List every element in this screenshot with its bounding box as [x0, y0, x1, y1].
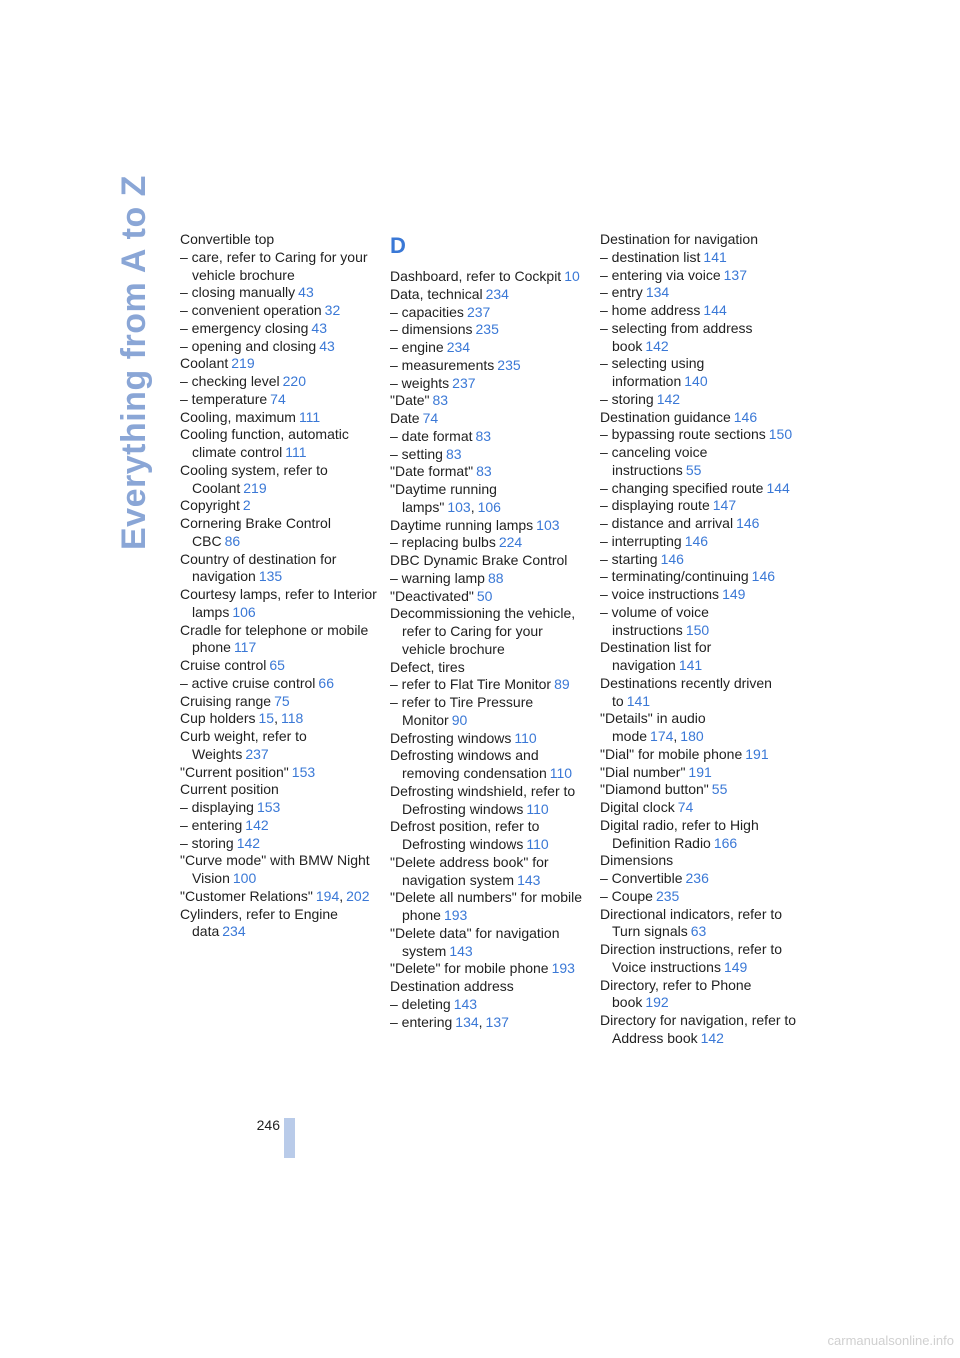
page-reference-link[interactable]: 83: [432, 392, 449, 409]
index-entry-text: Cooling function, automatic climate control: [180, 426, 349, 460]
index-entry-text: "Dial number": [600, 763, 686, 780]
index-entry: [180, 231, 380, 249]
index-entry: [180, 657, 380, 675]
index-entry: [390, 446, 590, 464]
page-reference-link[interactable]: 143: [517, 871, 541, 888]
page-reference-link[interactable]: 137: [723, 266, 747, 283]
page-reference-link[interactable]: 140: [684, 373, 708, 389]
index-entry-text: – interrupting: [600, 532, 682, 549]
index-entry-text: Defect, tires: [390, 658, 465, 675]
side-section-title: [112, 175, 156, 550]
page-reference-link[interactable]: 141: [678, 657, 703, 673]
page-reference-link[interactable]: 237: [245, 745, 269, 762]
index-entry: [180, 320, 380, 338]
index-entry-text: "Dial" for mobile phone: [600, 745, 743, 762]
index-entry: [390, 960, 590, 978]
index-entry: [390, 818, 590, 854]
index-entry: [390, 375, 590, 393]
index-entry: [180, 799, 380, 817]
index-entry-text: Date: [390, 410, 420, 426]
index-entry-text: – deleting: [390, 995, 451, 1012]
page-reference-link[interactable]: 141: [703, 248, 727, 265]
index-entry-text: – destination list: [600, 248, 701, 265]
page-reference-link[interactable]: 219: [231, 355, 255, 372]
index-entry: [600, 852, 800, 870]
page-reference-link[interactable]: 88: [487, 569, 504, 586]
index-entry-text: Directory, refer to Phone book: [600, 976, 752, 1011]
page-reference-link[interactable]: 180: [680, 728, 704, 744]
index-entry: [600, 604, 800, 640]
index-entry: [180, 586, 380, 622]
index-entry-text: – Coupe: [600, 887, 653, 904]
page-reference-link[interactable]: 74: [677, 799, 694, 815]
index-entry: [600, 284, 800, 302]
index-entry: [390, 570, 590, 588]
index-entry: [390, 996, 590, 1014]
index-entry-text: "Delete data" for navigation system: [390, 924, 560, 959]
index-entry: [390, 783, 590, 819]
index-entry-text: – measurements: [390, 356, 495, 373]
index-entry: [600, 249, 800, 267]
index-entry: [180, 426, 380, 462]
page-reference-link[interactable]: 234: [485, 285, 509, 302]
index-entry: [600, 746, 800, 764]
page-reference-link[interactable]: 149: [722, 586, 746, 602]
index-entry-text: – bypassing route sections: [600, 426, 766, 443]
index-entry: [600, 426, 800, 444]
index-entry-text: Curb weight, refer to Weights: [180, 728, 307, 762]
index-entry: [390, 321, 590, 339]
index-entry-text: Daytime running lamps: [390, 516, 534, 533]
index-entry: [180, 835, 380, 853]
page-reference-link[interactable]: 146: [733, 408, 758, 425]
page-reference-link[interactable]: 137: [485, 1013, 509, 1030]
index-entry: [600, 906, 800, 942]
index-entry-text: Cruising range: [180, 692, 272, 709]
index-entry: [180, 338, 380, 356]
page-reference-link[interactable]: 174: [650, 728, 674, 744]
page-reference-link[interactable]: 118: [280, 710, 304, 727]
page-reference-link[interactable]: 111: [285, 444, 307, 460]
page-reference-link[interactable]: 83: [476, 463, 492, 480]
index-entry-text: Dashboard, refer to Cockpit: [390, 268, 562, 284]
index-entry-text: Copyright: [180, 497, 240, 514]
page-reference-link[interactable]: 106: [477, 498, 501, 515]
section-letter: D: [390, 233, 406, 258]
index-entry-text: – date format: [390, 427, 473, 444]
index-entry-text: – setting: [390, 445, 443, 462]
index-entry: [600, 799, 800, 817]
index-entry: [390, 463, 590, 481]
index-entry: [600, 267, 800, 285]
index-entry-text: Cradle for telephone or mobile phone: [180, 621, 369, 656]
index-entry: [600, 870, 800, 888]
index-entry-text: – storing: [600, 390, 654, 407]
index-entry-text: – starting: [600, 550, 658, 567]
page-reference-link[interactable]: 191: [688, 763, 712, 780]
index-entry: [390, 694, 590, 730]
index-entry-text: – refer to Flat Tire Monitor: [390, 676, 552, 693]
index-entry-text: "Date format": [390, 463, 474, 480]
index-entry: [390, 534, 590, 552]
page-reference-link[interactable]: 86: [224, 532, 241, 549]
index-entry: [180, 497, 380, 515]
index-entry: [600, 533, 800, 551]
page-reference-link[interactable]: 43: [298, 284, 314, 301]
index-entry-text: Convertible top: [180, 231, 275, 247]
index-entry-text: Courtesy lamps, refer to Interior lamps: [180, 586, 377, 620]
index-entry: [600, 320, 800, 356]
index-entry: [390, 410, 590, 428]
index-column-2: [390, 231, 590, 1031]
index-entry-text: "Delete" for mobile phone: [390, 960, 549, 977]
index-entry-text: – care, refer to Caring for your vehicle brochure: [180, 248, 368, 283]
index-entry: [180, 515, 380, 551]
page-reference-link[interactable]: 236: [685, 870, 709, 886]
page-reference-link[interactable]: 111: [298, 408, 321, 425]
index-entry: [600, 781, 800, 799]
index-entry: Cup holders 15, 118: [180, 710, 304, 727]
index-entry: [180, 906, 380, 942]
index-entry: [390, 517, 590, 535]
page-reference-link[interactable]: 193: [443, 907, 468, 923]
index-entry: [390, 552, 590, 570]
index-entry-text: "Current position": [180, 763, 289, 780]
page-reference-link[interactable]: 153: [291, 763, 316, 780]
index-entry: [390, 659, 590, 677]
index-entry: [180, 373, 380, 391]
index-entry: [600, 586, 800, 604]
index-entry-text: "Delete address book" for navigation system: [390, 853, 549, 888]
index-entry: [390, 304, 590, 322]
index-entry: [600, 515, 800, 533]
page-reference-link[interactable]: 110: [549, 765, 573, 781]
index-entry-text: – Convertible: [600, 870, 683, 886]
index-entry-text: Cornering Brake Control CBC: [180, 515, 331, 549]
index-entry-text: Cooling system, refer to Coolant: [180, 461, 328, 496]
index-entry: [600, 639, 800, 675]
index-entry: [180, 781, 380, 799]
index-entry: [180, 817, 380, 835]
index-entry: [180, 249, 380, 285]
page-reference-link[interactable]: 2: [242, 497, 251, 514]
index-entry-text: DBC Dynamic Brake Control: [390, 552, 568, 568]
index-entry: [180, 675, 380, 693]
page-reference-link[interactable]: 146: [736, 515, 760, 531]
index-entry-text: – emergency closing: [180, 319, 309, 336]
index-column-3: [600, 231, 800, 1048]
index-entry: "Details" in audio mode 174, 180: [600, 710, 706, 744]
index-entry-text: "Date": [390, 392, 430, 409]
page-reference-link[interactable]: 55: [711, 781, 728, 798]
index-entry-text: – entering via voice: [600, 266, 721, 283]
page-reference-link[interactable]: 66: [318, 674, 334, 691]
index-entry: [180, 302, 380, 320]
index-entry: [390, 925, 590, 961]
index-entry: [600, 675, 800, 711]
page-reference-link[interactable]: 74: [270, 390, 286, 407]
page-reference-link[interactable]: 144: [703, 302, 727, 318]
page-reference-link[interactable]: 141: [626, 692, 651, 709]
page-reference-link[interactable]: 65: [269, 657, 285, 673]
index-entry-text: Destinations recently driven to: [600, 674, 772, 709]
page-number-bar: [284, 1118, 295, 1158]
index-entry-text: – dimensions: [390, 321, 473, 338]
index-entry-text: – checking level: [180, 373, 280, 389]
index-entry-text: Destination list for navigation: [600, 639, 712, 673]
index-entry-text: Destination for navigation: [600, 231, 758, 247]
index-entry-text: Country of destination for navigation: [180, 550, 337, 585]
index-entry-text: – changing specified route: [600, 479, 764, 496]
index-entry-text: – displaying route: [600, 497, 710, 514]
index-entry-text: Defrost position, refer to Defrosting windows: [390, 818, 540, 852]
page-reference-link[interactable]: 166: [713, 834, 738, 851]
index-entry: [600, 568, 800, 586]
page-reference-link[interactable]: 234: [446, 339, 471, 355]
index-entry: [600, 977, 800, 1013]
index-entry: [390, 978, 590, 996]
page-reference-link[interactable]: 194: [315, 887, 340, 904]
page-number: 246: [256, 1117, 280, 1133]
index-entry-text: Dimensions: [600, 852, 674, 869]
page-reference-link[interactable]: 143: [453, 995, 478, 1012]
index-entry-text: – active cruise control: [180, 674, 316, 691]
index-column-1: [180, 231, 380, 941]
page-reference-link[interactable]: 117: [233, 639, 257, 656]
page-reference-link[interactable]: 142: [700, 1029, 724, 1046]
index-entry-text: – engine: [390, 339, 444, 355]
index-entry-text: Cooling, maximum: [180, 408, 296, 425]
page-reference-link[interactable]: 50: [476, 587, 493, 604]
page-reference-link[interactable]: 75: [274, 692, 290, 709]
index-entry-text: – entry: [600, 284, 643, 301]
index-entry-text: Digital radio, refer to High Definition Radio: [600, 816, 759, 851]
page-reference-link[interactable]: 90: [451, 711, 468, 728]
index-entry: [180, 622, 380, 658]
page-reference-link[interactable]: 83: [445, 445, 462, 462]
page-reference-link[interactable]: 219: [243, 479, 267, 496]
page-reference-link[interactable]: 142: [645, 337, 669, 354]
page-reference-link[interactable]: 110: [514, 729, 537, 746]
index-entry-text: Current position: [180, 781, 279, 798]
index-entry-text: – entering: [180, 816, 243, 833]
index-entry-text: Defrosting windshield, refer to Defrosting windows: [390, 782, 576, 817]
index-entry-text: "Daytime running lamps": [390, 481, 497, 515]
index-entry: [180, 852, 380, 888]
page-reference-link[interactable]: 234: [222, 923, 246, 940]
index-entry: [600, 391, 800, 409]
index-entry-text: – storing: [180, 834, 234, 851]
index-entry: [600, 888, 800, 906]
index-entry-text: Cruise control: [180, 657, 267, 673]
page-reference-link[interactable]: 142: [656, 390, 681, 407]
index-entry-text: – weights: [390, 374, 450, 391]
page-reference-link[interactable]: 43: [319, 337, 335, 354]
index-entry: [180, 728, 380, 764]
page-reference-link[interactable]: 134: [455, 1013, 479, 1030]
index-entry-text: – terminating/continuing: [600, 568, 749, 585]
index-entry-text: – selecting using information: [600, 355, 705, 389]
index-entry: [600, 551, 800, 569]
index-entry-text: "Details" in audio mode: [600, 710, 706, 744]
index-entry-text: Cylinders, refer to Engine data: [180, 905, 338, 940]
index-entry-text: – opening and closing: [180, 337, 317, 354]
index-entry: [600, 941, 800, 977]
index-entry: – entering 134, 137: [390, 1013, 509, 1030]
index-entry: [390, 588, 590, 606]
page-reference-link[interactable]: 224: [498, 534, 523, 551]
page-reference-link[interactable]: 150: [768, 426, 793, 443]
index-entry: [390, 605, 590, 658]
index-entry: [180, 391, 380, 409]
index-entry: [390, 676, 590, 694]
page-reference-link[interactable]: 235: [655, 887, 680, 904]
index-entry-text: – replacing bulbs: [390, 534, 496, 551]
index-entry: [390, 730, 590, 748]
index-entry-text: Coolant: [180, 355, 229, 372]
page-reference-link[interactable]: 106: [232, 603, 256, 620]
page-reference-link[interactable]: 193: [551, 960, 575, 977]
page-reference-link[interactable]: 83: [475, 427, 492, 444]
index-entry: [600, 1012, 800, 1048]
index-entry-text: "Curve mode" with BMW Night Vision: [180, 852, 370, 886]
index-entry: [390, 286, 590, 304]
index-entry: [180, 693, 380, 711]
page-reference-link[interactable]: 89: [554, 676, 570, 693]
index-entry-text: Digital clock: [600, 799, 675, 815]
page-reference-link[interactable]: 147: [712, 497, 737, 514]
page-reference-link[interactable]: 135: [258, 568, 283, 585]
index-entry: [390, 339, 590, 357]
page-reference-link[interactable]: 134: [645, 284, 670, 301]
index-entry-text: Destination address: [390, 978, 514, 994]
page-reference-link[interactable]: 146: [684, 532, 709, 549]
index-entry-text: – warning lamp: [390, 569, 485, 586]
index-entry: [180, 409, 380, 427]
page-reference-link[interactable]: 55: [685, 461, 702, 478]
page-reference-link[interactable]: 142: [245, 816, 269, 833]
page-reference-link[interactable]: 74: [422, 410, 439, 426]
index-entry-text: – displaying: [180, 799, 254, 815]
page-reference-link[interactable]: 235: [497, 356, 521, 373]
page-reference-link[interactable]: 110: [526, 836, 549, 852]
page-reference-link[interactable]: 146: [751, 568, 776, 585]
index-entry-text: Defrosting windows and removing condensation: [390, 747, 547, 781]
index-entry: [390, 357, 590, 375]
index-entry: [390, 392, 590, 410]
page-reference-link[interactable]: 235: [475, 321, 499, 338]
page-reference-link[interactable]: 100: [232, 870, 257, 886]
watermark: carmanualsonline.info: [827, 1333, 954, 1348]
index-entry: [600, 231, 800, 249]
index-entry-text: – temperature: [180, 390, 268, 407]
index-entry: [600, 764, 800, 782]
page-reference-link[interactable]: 103: [447, 498, 471, 515]
index-entry: [180, 551, 380, 587]
index-entry-text: Directory for navigation, refer to Address book: [600, 1012, 797, 1046]
page-reference-link[interactable]: 142: [236, 834, 261, 851]
index-entry-text: Cup holders: [180, 710, 256, 727]
index-entry-text: "Deactivated": [390, 587, 474, 604]
index-entry: [180, 284, 380, 302]
index-entry-text: – refer to Tire Pressure Monitor: [390, 694, 534, 728]
page-reference-link[interactable]: 146: [660, 550, 684, 567]
index-entry-text: – canceling voice instructions: [600, 444, 708, 478]
index-entry: [390, 747, 590, 783]
index-entry-text: – convenient operation: [180, 302, 322, 318]
page-reference-link[interactable]: 10: [564, 268, 580, 284]
index-entry: [600, 497, 800, 515]
index-entry-text: – capacities: [390, 303, 464, 320]
page-reference-link[interactable]: 149: [723, 958, 748, 975]
index-entry: "Customer Relations" 194, 202: [180, 887, 370, 904]
index-entry-text: – closing manually: [180, 284, 296, 301]
index-entry-text: Defrosting windows: [390, 729, 512, 746]
page-reference-link[interactable]: 110: [526, 800, 549, 817]
index-entry-text: Destination guidance: [600, 408, 731, 425]
index-entry-text: – voice instructions: [600, 586, 720, 602]
index-entry: [390, 268, 590, 286]
index-entry: [390, 889, 590, 925]
page-reference-link[interactable]: 237: [466, 303, 491, 320]
index-entry: [600, 302, 800, 320]
index-entry-text: – entering: [390, 1013, 453, 1030]
index-entry-text: – home address: [600, 302, 701, 318]
page-reference-link[interactable]: 63: [690, 923, 707, 940]
side-section-title-text: Everything from A to Z: [115, 175, 153, 550]
index-entry-text: "Diamond button": [600, 781, 709, 798]
index-entry-text: – volume of voice instructions: [600, 603, 709, 638]
index-entry: [390, 854, 590, 890]
index-entry-text: Data, technical: [390, 285, 483, 302]
page-reference-link[interactable]: 237: [452, 374, 476, 391]
page-reference-link[interactable]: 192: [645, 994, 669, 1011]
index-entry-text: – selecting from address book: [600, 319, 753, 354]
page-reference-link[interactable]: 15: [258, 710, 275, 727]
index-entry: [390, 428, 590, 446]
page-reference-link[interactable]: 144: [766, 479, 790, 496]
index-entry: [600, 444, 800, 480]
page-reference-link[interactable]: 150: [685, 621, 710, 638]
page-reference-link[interactable]: 32: [324, 302, 341, 318]
index-entry: "Daytime running lamps" 103, 106: [390, 481, 501, 515]
page-reference-link[interactable]: 43: [311, 319, 327, 336]
index-entry: [600, 409, 800, 427]
page-reference-link[interactable]: 191: [745, 745, 769, 762]
page-reference-link[interactable]: 143: [449, 942, 473, 959]
page-reference-link[interactable]: 153: [256, 799, 281, 815]
page-reference-link[interactable]: 103: [536, 516, 560, 533]
index-entry-text: "Delete all numbers" for mobile phone: [390, 889, 583, 923]
index-entry: [600, 480, 800, 498]
index-entry: [180, 355, 380, 373]
index-entry-text: Direction instructions, refer to Voice instructions: [600, 941, 783, 975]
index-entry-text: – distance and arrival: [600, 515, 734, 531]
page-reference-link[interactable]: 220: [282, 373, 306, 389]
index-entry-text: "Customer Relations": [180, 887, 313, 904]
index-entry-text: Decommissioning the vehicle, refer to Caring for your vehicle brochure: [390, 605, 576, 657]
index-entry: [600, 355, 800, 391]
index-entry-text: Directional indicators, refer to Turn signals: [600, 905, 783, 940]
index-entry: [180, 462, 380, 498]
index-entry: [180, 764, 380, 782]
page-reference-link[interactable]: 202: [346, 887, 370, 904]
index-entry: [600, 817, 800, 853]
